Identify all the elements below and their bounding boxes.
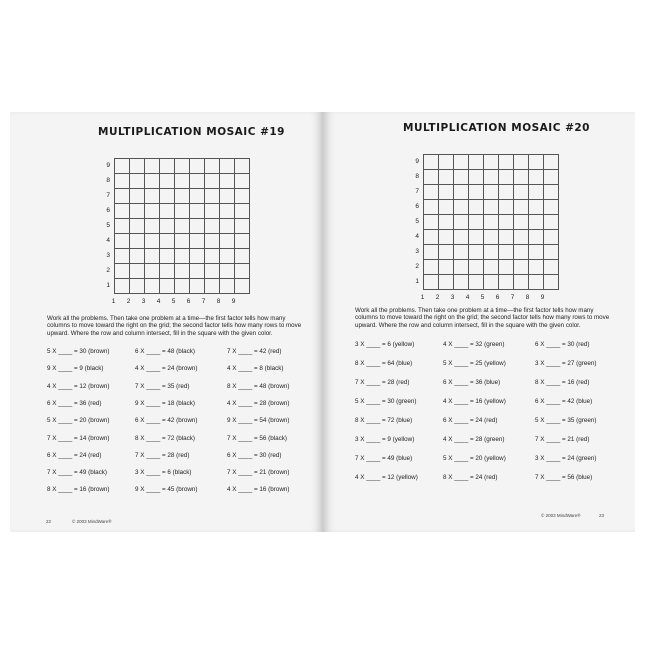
problem-item: 8 X ____ = 48 (brown) bbox=[227, 382, 290, 390]
grid-cell bbox=[454, 155, 469, 170]
grid-cell bbox=[529, 170, 544, 185]
grid-cell bbox=[454, 275, 469, 290]
copyright: © 2003 MindWare® bbox=[72, 519, 112, 524]
grid-cell bbox=[175, 174, 190, 189]
problem-item: 6 X ____ = 36 (red) bbox=[47, 399, 102, 407]
grid-cell bbox=[130, 189, 145, 204]
problem-item: 7 X ____ = 42 (red) bbox=[227, 348, 282, 355]
y-axis-label: 8 bbox=[415, 173, 419, 180]
grid-cell bbox=[205, 204, 220, 219]
grid-cell bbox=[160, 264, 175, 279]
grid-cell bbox=[235, 219, 250, 234]
problem-item: 7 X ____ = 56 (blue) bbox=[535, 474, 593, 481]
problem-item: 4 X ____ = 16 (yellow) bbox=[443, 398, 506, 405]
grid-cell bbox=[529, 275, 544, 290]
grid-cell bbox=[484, 185, 499, 200]
grid-cell bbox=[544, 155, 559, 170]
grid-cell bbox=[454, 215, 469, 230]
grid-cell bbox=[205, 249, 220, 264]
grid-cell bbox=[424, 260, 439, 275]
grid-cell bbox=[499, 215, 514, 230]
grid-cell bbox=[499, 155, 514, 170]
grid-cell bbox=[469, 230, 484, 245]
grid-cell bbox=[205, 234, 220, 249]
y-axis-label: 7 bbox=[106, 192, 110, 199]
problem-item: 6 X ____ = 42 (brown) bbox=[135, 417, 198, 425]
grid-cell bbox=[484, 200, 499, 215]
y-axis-label: 9 bbox=[415, 158, 419, 165]
grid-cell bbox=[145, 234, 160, 249]
grid-cell bbox=[544, 170, 559, 185]
x-axis-label: 8 bbox=[216, 298, 221, 305]
grid-cell bbox=[544, 185, 559, 200]
problem-item: 3 X ____ = 9 (yellow) bbox=[355, 436, 415, 443]
x-axis-label: 1 bbox=[420, 294, 425, 301]
grid-cell bbox=[130, 279, 145, 294]
problem-item: 4 X ____ = 24 (brown) bbox=[135, 365, 198, 373]
grid-cell bbox=[454, 185, 469, 200]
grid-cell bbox=[424, 230, 439, 245]
grid-cell bbox=[469, 275, 484, 290]
grid-cell bbox=[115, 219, 130, 234]
grid-cell bbox=[175, 264, 190, 279]
grid-cell bbox=[130, 249, 145, 264]
grid-cell bbox=[454, 170, 469, 185]
y-axis-label: 4 bbox=[415, 233, 419, 240]
grid-cell bbox=[175, 159, 190, 174]
grid-cell bbox=[220, 219, 235, 234]
problem-item: 7 X ____ = 28 (red) bbox=[135, 451, 190, 459]
grid-cell bbox=[439, 245, 454, 260]
grid-cell bbox=[130, 234, 145, 249]
problem-item: 5 X ____ = 35 (green) bbox=[535, 417, 597, 424]
problem-item: 6 X ____ = 24 (red) bbox=[443, 417, 498, 424]
grid-cell bbox=[454, 245, 469, 260]
open-workbook bbox=[10, 112, 635, 532]
grid-cell bbox=[439, 185, 454, 200]
problem-item: 6 X ____ = 48 (black) bbox=[135, 348, 196, 355]
grid-cell bbox=[190, 159, 205, 174]
grid-cell bbox=[424, 155, 439, 170]
grid-cell bbox=[424, 215, 439, 230]
grid-cell bbox=[439, 170, 454, 185]
grid-cell bbox=[529, 185, 544, 200]
grid-cell bbox=[469, 215, 484, 230]
grid-cell bbox=[514, 245, 529, 260]
problem-item: 6 X ____ = 30 (red) bbox=[227, 451, 282, 459]
x-axis-label: 9 bbox=[540, 294, 545, 301]
grid-cell bbox=[130, 174, 145, 189]
grid-cell bbox=[544, 200, 559, 215]
y-axis-label: 2 bbox=[415, 263, 419, 270]
problem-item: 5 X ____ = 30 (green) bbox=[355, 398, 417, 405]
y-axis-label: 7 bbox=[415, 188, 419, 195]
grid-cell bbox=[544, 215, 559, 230]
grid-cell bbox=[235, 204, 250, 219]
grid-cell bbox=[484, 215, 499, 230]
grid-cell bbox=[160, 159, 175, 174]
problem-item: 4 X ____ = 12 (yellow) bbox=[355, 474, 418, 481]
grid-cell bbox=[484, 260, 499, 275]
x-axis-label: 2 bbox=[435, 294, 440, 301]
grid-cell bbox=[514, 260, 529, 275]
grid-cell bbox=[205, 174, 220, 189]
grid-cell bbox=[145, 264, 160, 279]
grid-cell bbox=[235, 189, 250, 204]
grid-cell bbox=[514, 230, 529, 245]
x-axis-label: 5 bbox=[480, 294, 485, 301]
grid-cell bbox=[544, 245, 559, 260]
grid-cell bbox=[235, 249, 250, 264]
grid-cell bbox=[130, 219, 145, 234]
grid-cell bbox=[160, 249, 175, 264]
grid-cell bbox=[175, 279, 190, 294]
grid-cell bbox=[484, 170, 499, 185]
grid-cell bbox=[145, 219, 160, 234]
grid-cell bbox=[514, 275, 529, 290]
y-axis-label: 1 bbox=[106, 282, 110, 289]
problem-item: 3 X ____ = 24 (green) bbox=[535, 455, 597, 462]
instructions: Work all the problems. Then take one problem at a time—the first factor tells how many columns to move toward the right on the grid; the second factor tells how many rows to move upward. Where the row and column intersect, fill in the square with the given color. bbox=[355, 307, 610, 329]
grid-cell bbox=[514, 155, 529, 170]
problem-item: 4 X ____ = 28 (brown) bbox=[227, 399, 290, 407]
grid-cell bbox=[160, 234, 175, 249]
grid-cell bbox=[235, 279, 250, 294]
grid-cell bbox=[175, 234, 190, 249]
problem-item: 5 X ____ = 20 (brown) bbox=[47, 417, 110, 425]
grid-cell bbox=[115, 174, 130, 189]
grid-cell bbox=[130, 204, 145, 219]
problem-item: 9 X ____ = 9 (black) bbox=[47, 365, 104, 373]
grid-cell bbox=[529, 200, 544, 215]
problem-item: 7 X ____ = 49 (black) bbox=[47, 469, 108, 477]
grid-cell bbox=[175, 189, 190, 204]
grid-cell bbox=[235, 264, 250, 279]
problem-item: 3 X ____ = 27 (green) bbox=[535, 360, 597, 367]
problem-item: 7 X ____ = 56 (black) bbox=[227, 434, 288, 442]
problem-item: 8 X ____ = 16 (brown) bbox=[47, 486, 110, 494]
problem-item: 7 X ____ = 21 (brown) bbox=[227, 469, 290, 477]
grid-cell bbox=[484, 230, 499, 245]
problem-item: 4 X ____ = 16 (brown) bbox=[227, 486, 290, 494]
grid-cell bbox=[544, 260, 559, 275]
grid-cell bbox=[424, 275, 439, 290]
grid-cell bbox=[145, 279, 160, 294]
problem-item: 9 X ____ = 18 (black) bbox=[135, 399, 196, 407]
grid-cell bbox=[529, 230, 544, 245]
problem-item: 8 X ____ = 72 (black) bbox=[135, 434, 196, 442]
grid-cell bbox=[145, 174, 160, 189]
grid-cell bbox=[115, 279, 130, 294]
grid-cell bbox=[205, 189, 220, 204]
grid-cell bbox=[424, 245, 439, 260]
x-axis-label: 7 bbox=[510, 294, 515, 301]
grid-cell bbox=[160, 174, 175, 189]
problem-item: 6 X ____ = 24 (red) bbox=[47, 451, 102, 459]
x-axis-label: 2 bbox=[126, 298, 131, 305]
y-axis-label: 3 bbox=[106, 252, 110, 259]
y-axis-label: 4 bbox=[106, 237, 110, 244]
grid-cell bbox=[160, 204, 175, 219]
grid-cell bbox=[514, 170, 529, 185]
x-axis-label: 4 bbox=[465, 294, 470, 301]
grid-cell bbox=[145, 189, 160, 204]
grid-cell bbox=[220, 264, 235, 279]
grid-cell bbox=[544, 230, 559, 245]
grid-cell bbox=[484, 275, 499, 290]
grid-cell bbox=[235, 159, 250, 174]
grid-cell bbox=[115, 159, 130, 174]
grid-cell bbox=[424, 170, 439, 185]
problem-item: 8 X ____ = 72 (blue) bbox=[355, 417, 413, 424]
grid-cell bbox=[145, 249, 160, 264]
grid-cell bbox=[220, 174, 235, 189]
grid-cell bbox=[220, 204, 235, 219]
grid-cell bbox=[160, 219, 175, 234]
y-axis-label: 5 bbox=[415, 218, 419, 225]
problem-item: 7 X ____ = 35 (red) bbox=[135, 382, 190, 390]
grid-cell bbox=[175, 219, 190, 234]
grid-cell bbox=[469, 260, 484, 275]
grid-cell bbox=[115, 234, 130, 249]
grid-cell bbox=[454, 260, 469, 275]
grid-cell bbox=[190, 189, 205, 204]
grid-cell bbox=[130, 264, 145, 279]
problem-item: 4 X ____ = 28 (green) bbox=[443, 436, 505, 443]
grid-cell bbox=[514, 215, 529, 230]
grid-cell bbox=[235, 174, 250, 189]
x-axis-label: 6 bbox=[186, 298, 191, 305]
grid-cell bbox=[115, 204, 130, 219]
grid-cell bbox=[484, 245, 499, 260]
grid-cell bbox=[499, 185, 514, 200]
grid-cell bbox=[160, 279, 175, 294]
problem-item: 7 X ____ = 28 (red) bbox=[355, 379, 410, 386]
x-axis-label: 9 bbox=[231, 298, 236, 305]
problem-item: 4 X ____ = 12 (brown) bbox=[47, 382, 110, 390]
grid-cell bbox=[115, 264, 130, 279]
problem-item: 7 X ____ = 49 (blue) bbox=[355, 455, 413, 462]
grid-cell bbox=[529, 215, 544, 230]
problem-list bbox=[47, 348, 317, 493]
grid-cell bbox=[190, 279, 205, 294]
grid-cell bbox=[454, 200, 469, 215]
problem-item: 6 X ____ = 42 (blue) bbox=[535, 398, 593, 405]
grid-cell bbox=[499, 170, 514, 185]
grid-cell bbox=[469, 185, 484, 200]
grid-cell bbox=[514, 185, 529, 200]
grid-cell bbox=[220, 279, 235, 294]
grid-cell bbox=[205, 219, 220, 234]
problem-item: 9 X ____ = 45 (brown) bbox=[135, 486, 198, 494]
grid-cell bbox=[469, 170, 484, 185]
instructions: Work all the problems. Then take one problem at a time—the first factor tells how many columns to move toward the right on the grid; the second factor tells how many rows to move upward. Where the row and column intersect, fill in the square with the given color. bbox=[47, 315, 302, 337]
x-axis-label: 5 bbox=[171, 298, 176, 305]
problem-item: 9 X ____ = 54 (brown) bbox=[227, 417, 290, 425]
y-axis-label: 6 bbox=[415, 203, 419, 210]
y-axis-label: 3 bbox=[415, 248, 419, 255]
problem-item: 3 X ____ = 6 (yellow) bbox=[355, 341, 415, 348]
grid-cell bbox=[469, 200, 484, 215]
grid-cell bbox=[424, 185, 439, 200]
problem-item: 5 X ____ = 30 (brown) bbox=[47, 348, 110, 355]
mosaic-grid bbox=[423, 154, 559, 290]
problem-item: 6 X ____ = 36 (blue) bbox=[443, 379, 501, 386]
grid-cell bbox=[235, 234, 250, 249]
copyright: © 2003 MindWare® bbox=[541, 513, 581, 518]
grid-cell bbox=[439, 275, 454, 290]
problem-item: 4 X ____ = 8 (black) bbox=[227, 365, 284, 373]
grid-cell bbox=[145, 204, 160, 219]
grid-cell bbox=[190, 249, 205, 264]
grid-cell bbox=[220, 234, 235, 249]
grid-cell bbox=[439, 215, 454, 230]
problem-item: 8 X ____ = 24 (red) bbox=[443, 474, 498, 481]
grid-cell bbox=[190, 174, 205, 189]
problem-item: 5 X ____ = 20 (yellow) bbox=[443, 455, 506, 462]
grid-cell bbox=[499, 245, 514, 260]
problem-item: 7 X ____ = 14 (brown) bbox=[47, 434, 110, 442]
problem-item: 8 X ____ = 64 (blue) bbox=[355, 360, 413, 367]
grid-cell bbox=[529, 245, 544, 260]
mosaic-grid bbox=[114, 158, 250, 294]
grid-cell bbox=[469, 155, 484, 170]
problem-list bbox=[355, 341, 625, 486]
page-title: MULTIPLICATION MOSAIC #20 bbox=[403, 122, 590, 134]
grid-cell bbox=[220, 189, 235, 204]
grid-cell bbox=[145, 159, 160, 174]
y-axis-label: 6 bbox=[106, 207, 110, 214]
grid-cell bbox=[424, 200, 439, 215]
grid-cell bbox=[499, 200, 514, 215]
problem-item: 6 X ____ = 30 (red) bbox=[535, 341, 590, 348]
grid-cell bbox=[544, 275, 559, 290]
page-number: 23 bbox=[599, 513, 605, 518]
grid-cell bbox=[160, 189, 175, 204]
y-axis-label: 2 bbox=[106, 267, 110, 274]
grid-cell bbox=[190, 204, 205, 219]
x-axis-label: 3 bbox=[450, 294, 455, 301]
grid-cell bbox=[439, 155, 454, 170]
grid-cell bbox=[115, 249, 130, 264]
x-axis-label: 3 bbox=[141, 298, 146, 305]
grid-cell bbox=[484, 155, 499, 170]
x-axis-label: 1 bbox=[111, 298, 116, 305]
problem-item: 8 X ____ = 16 (red) bbox=[535, 379, 590, 386]
y-axis-label: 5 bbox=[106, 222, 110, 229]
problem-item: 4 X ____ = 32 (green) bbox=[443, 341, 505, 348]
grid-cell bbox=[190, 264, 205, 279]
x-axis-label: 8 bbox=[525, 294, 530, 301]
grid-cell bbox=[205, 159, 220, 174]
grid-cell bbox=[529, 155, 544, 170]
right-page bbox=[323, 112, 635, 532]
x-axis-label: 4 bbox=[156, 298, 161, 305]
grid-cell bbox=[115, 189, 130, 204]
page-title: MULTIPLICATION MOSAIC #19 bbox=[98, 126, 285, 138]
left-page bbox=[10, 112, 323, 532]
grid-cell bbox=[175, 204, 190, 219]
grid-cell bbox=[469, 245, 484, 260]
y-axis-label: 1 bbox=[415, 278, 419, 285]
grid-cell bbox=[130, 159, 145, 174]
page-number: 22 bbox=[46, 519, 52, 524]
x-axis-label: 7 bbox=[201, 298, 206, 305]
grid-cell bbox=[439, 230, 454, 245]
grid-cell bbox=[499, 230, 514, 245]
grid-cell bbox=[190, 234, 205, 249]
grid-cell bbox=[220, 249, 235, 264]
x-axis-label: 6 bbox=[495, 294, 500, 301]
grid-cell bbox=[175, 249, 190, 264]
y-axis-label: 9 bbox=[106, 162, 110, 169]
grid-cell bbox=[514, 200, 529, 215]
y-axis-label: 8 bbox=[106, 177, 110, 184]
problem-item: 7 X ____ = 21 (red) bbox=[535, 436, 590, 443]
grid-cell bbox=[454, 230, 469, 245]
grid-cell bbox=[499, 275, 514, 290]
grid-cell bbox=[439, 260, 454, 275]
problem-item: 3 X ____ = 6 (black) bbox=[135, 469, 192, 477]
grid-cell bbox=[220, 159, 235, 174]
grid-cell bbox=[529, 260, 544, 275]
grid-cell bbox=[190, 219, 205, 234]
grid-cell bbox=[439, 200, 454, 215]
grid-cell bbox=[205, 279, 220, 294]
grid-cell bbox=[205, 264, 220, 279]
problem-item: 5 X ____ = 25 (yellow) bbox=[443, 360, 506, 367]
grid-cell bbox=[499, 260, 514, 275]
